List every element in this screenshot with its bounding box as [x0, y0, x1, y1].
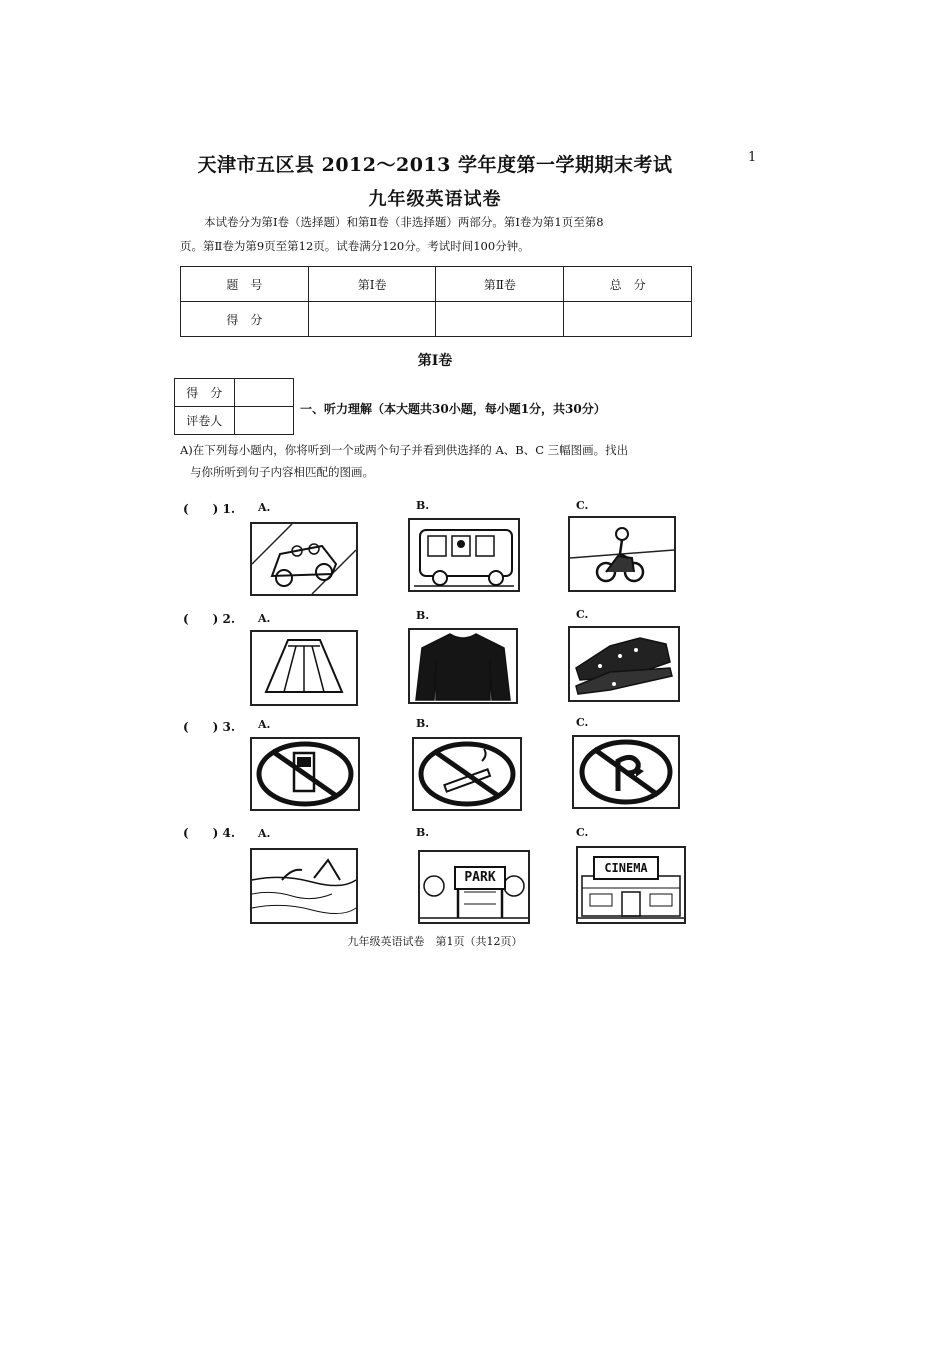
page-footer: 九年级英语试卷 第1页（共12页）	[347, 935, 523, 948]
page-marker: 1	[748, 150, 757, 165]
no-parking-icon	[574, 737, 678, 807]
park-sign: PARK	[454, 866, 506, 890]
q1-option-c-label: C.	[576, 499, 589, 512]
exam-subtitle: 九年级英语试卷	[368, 189, 502, 210]
score-header-part1: 第Ⅰ卷	[308, 267, 436, 302]
sweater-picture	[408, 628, 518, 704]
instruction-line-1: A)在下列每小题内，你将听到一个或两个句子并看到供选择的 A、B、C 三幅图画。找出	[180, 443, 629, 457]
car-icon	[252, 524, 356, 594]
q4-option-a-label: A.	[258, 827, 271, 840]
score-row-label: 得 分	[181, 302, 309, 337]
bus-icon	[410, 520, 518, 590]
no-phone-picture	[250, 737, 360, 811]
no-smoking-icon	[414, 739, 520, 809]
skirt-picture	[250, 630, 358, 706]
score-cell-part1	[308, 302, 436, 337]
score-table	[180, 266, 692, 337]
skirt-icon	[252, 632, 356, 704]
q4-option-c-label: C.	[576, 826, 589, 839]
car-picture	[250, 522, 358, 596]
no-smoking-picture	[412, 737, 522, 811]
cinema-sign: CINEMA	[593, 856, 659, 880]
exam-title: 天津市五区县 2012～2013 学年度第一学期期末考试	[197, 154, 673, 176]
q3-option-a-label: A.	[258, 718, 271, 731]
motorcycle-picture	[568, 516, 676, 592]
q4-option-b-label: B.	[416, 826, 430, 839]
beach-icon	[252, 850, 356, 922]
grader-table	[174, 378, 294, 435]
q3-option-c-label: C.	[576, 716, 589, 729]
score-header-part2: 第Ⅱ卷	[436, 267, 564, 302]
intro-line-1: 本试卷分为第Ⅰ卷（选择题）和第Ⅱ卷（非选择题）两部分。第Ⅰ卷为第1页至第8	[204, 215, 604, 229]
q1-option-a-label: A.	[258, 501, 271, 514]
grader-score-label: 得 分	[175, 379, 235, 407]
question-1-number: ( ) 1.	[183, 502, 236, 516]
grader-name-cell	[234, 407, 294, 435]
no-phone-icon	[252, 739, 358, 809]
grader-score-cell	[234, 379, 294, 407]
sneaker-picture	[568, 626, 680, 702]
grader-name-label: 评卷人	[175, 407, 235, 435]
instruction-line-2: 与你所听到句子内容相匹配的图画。	[190, 465, 374, 479]
q2-option-b-label: B.	[416, 609, 430, 622]
score-cell-part2	[436, 302, 564, 337]
motorcycle-icon	[570, 518, 674, 590]
q1-option-b-label: B.	[416, 499, 430, 512]
part-heading: 一、听力理解（本大题共30小题，每小题1分，共30分）	[300, 402, 606, 416]
question-3-number: ( ) 3.	[183, 720, 236, 734]
beach-picture	[250, 848, 358, 924]
intro-line-2: 页。第Ⅱ卷为第9页至第12页。试卷满分120分。考试时间100分钟。	[180, 239, 530, 253]
sneaker-icon	[570, 628, 678, 700]
question-4-number: ( ) 4.	[183, 826, 236, 840]
bus-picture	[408, 518, 520, 592]
question-2-number: ( ) 2.	[183, 612, 236, 626]
q2-option-a-label: A.	[258, 612, 271, 625]
score-cell-total	[564, 302, 692, 337]
score-header-total: 总 分	[564, 267, 692, 302]
q2-option-c-label: C.	[576, 608, 589, 621]
sweater-icon	[410, 630, 516, 702]
q3-option-b-label: B.	[416, 717, 430, 730]
score-header-question: 题 号	[181, 267, 309, 302]
section-title: 第Ⅰ卷	[417, 353, 453, 369]
no-parking-picture	[572, 735, 680, 809]
